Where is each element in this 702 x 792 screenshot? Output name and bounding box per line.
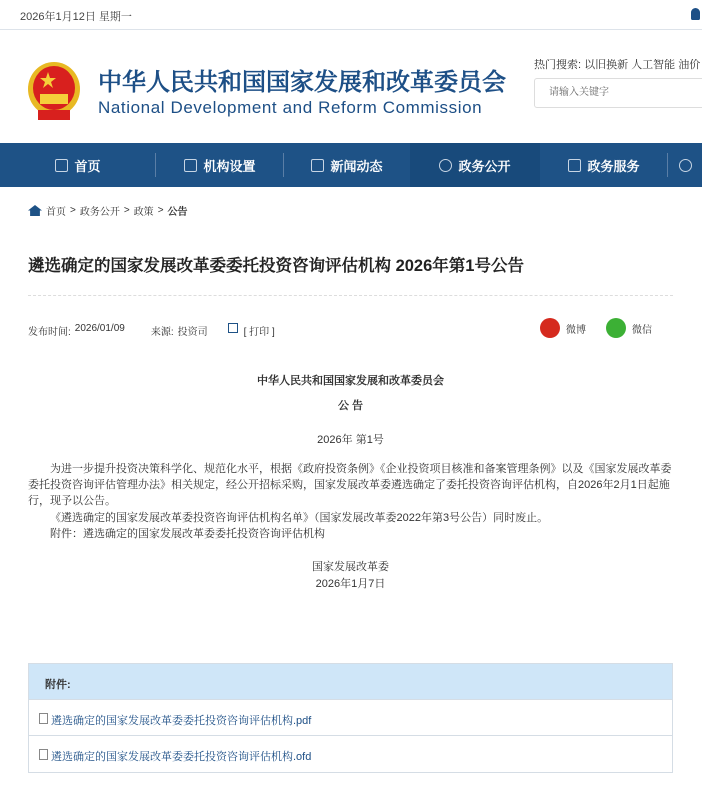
nav-label: 政务公开 xyxy=(458,158,511,174)
more-icon xyxy=(679,159,692,172)
attachment-ofd[interactable] xyxy=(29,736,672,772)
divider xyxy=(28,295,673,296)
publish-label: 发布时间: xyxy=(28,327,71,338)
national-emblem-logo[interactable] xyxy=(26,62,82,122)
nav-more[interactable] xyxy=(668,143,702,187)
news-icon xyxy=(311,159,324,172)
attachments xyxy=(28,663,673,773)
print-icon[interactable] xyxy=(228,323,238,333)
wechat-icon xyxy=(606,318,626,338)
main-nav xyxy=(0,143,702,187)
nav-services[interactable] xyxy=(540,143,668,187)
current-date: 2026年1月12日 星期一 xyxy=(20,11,132,23)
site-title-en: National Development and Reform Commission xyxy=(98,98,483,117)
publish-date: 2026/01/09 xyxy=(74,323,125,334)
breadcrumb xyxy=(28,203,188,218)
notice-heading: 公 告 xyxy=(337,400,364,413)
hot-search-link[interactable]: 油价 xyxy=(678,59,701,71)
signer: 国家发展改革委 xyxy=(312,561,389,574)
paragraph: 附件：遴选确定的国家发展改革委委托投资咨询评估机构 xyxy=(50,528,325,541)
attachments-header: 附件: xyxy=(29,664,672,700)
attachment-link[interactable]: 遴选确定的国家发展改革委委托投资咨询评估机构.ofd xyxy=(51,751,312,763)
building-icon xyxy=(184,159,197,172)
sign-date: 2026年1月7日 xyxy=(315,577,386,590)
home-icon[interactable] xyxy=(28,205,42,216)
paragraph: 为进一步提升投资决策科学化、规范化水平，根据《政府投资条例》《企业投资项目核准和备案管理条例》以及《国家发展改革委委托投资咨询评估管理办法》相关规定，经公开招标采购，国家发展改革委遴选确定了委托投资咨询评估机构，自2026年2月1日起施行，现予以公告。 xyxy=(28,462,672,508)
nav-organization[interactable] xyxy=(156,143,284,187)
breadcrumb-sep: > xyxy=(157,205,164,216)
hot-search xyxy=(534,59,702,72)
site-title-cn[interactable]: 中华人民共和国国家发展和改革委员会 xyxy=(98,69,506,96)
attachment-link[interactable]: 遴选确定的国家发展改革委委托投资咨询评估机构.pdf xyxy=(51,715,312,727)
hot-search-link[interactable]: 以旧换新 xyxy=(584,59,629,71)
top-bar xyxy=(0,0,702,30)
share-label: 微博 xyxy=(566,324,586,336)
breadcrumb-link[interactable]: 政策 xyxy=(133,207,154,218)
document-icon xyxy=(568,159,581,172)
nav-news[interactable] xyxy=(284,143,410,187)
nav-label: 政务服务 xyxy=(587,158,640,174)
hot-search-link[interactable]: 人工智能 xyxy=(631,59,676,71)
source-label: 来源: xyxy=(150,327,174,338)
share-weibo[interactable] xyxy=(540,318,586,338)
issuing-org: 中华人民共和国国家发展和改革委员会 xyxy=(257,375,444,387)
home-icon xyxy=(55,159,68,172)
file-icon xyxy=(39,713,48,724)
signal-icon xyxy=(439,159,452,172)
attachment-pdf[interactable] xyxy=(29,700,672,736)
nav-label: 首页 xyxy=(74,158,101,174)
nav-gov-affairs[interactable] xyxy=(410,143,540,187)
lightbulb-icon[interactable] xyxy=(691,8,700,20)
breadcrumb-sep: > xyxy=(70,205,76,216)
paragraph: 《遴选确定的国家发展改革委投资咨询评估机构名单》（国家发展改革委2022年第3号公告）同时废止。 xyxy=(50,511,549,524)
share-wechat[interactable] xyxy=(606,318,652,338)
source: 投资司 xyxy=(177,327,208,338)
hot-search-label: 热门搜索: xyxy=(534,59,582,71)
nav-label: 新闻动态 xyxy=(330,158,383,174)
nav-home[interactable] xyxy=(0,143,156,187)
file-icon xyxy=(39,749,48,760)
page-title: 遴选确定的国家发展改革委委托投资咨询评估机构 2026年第1号公告 xyxy=(28,257,524,275)
article-body xyxy=(28,373,673,592)
breadcrumb-current[interactable]: 公告 xyxy=(167,207,188,218)
share-label: 微信 xyxy=(632,324,652,336)
search-input[interactable]: 请输入关键字 xyxy=(534,78,702,108)
print-button[interactable]: [ 打印 ] xyxy=(243,327,275,338)
nav-label: 机构设置 xyxy=(203,158,256,174)
article-meta xyxy=(28,323,275,338)
breadcrumb-sep: > xyxy=(123,205,130,216)
notice-number: 2026年 第1号 xyxy=(317,433,384,446)
weibo-icon xyxy=(540,318,560,338)
breadcrumb-link[interactable]: 首页 xyxy=(46,207,66,218)
breadcrumb-link[interactable]: 政务公开 xyxy=(79,207,120,218)
